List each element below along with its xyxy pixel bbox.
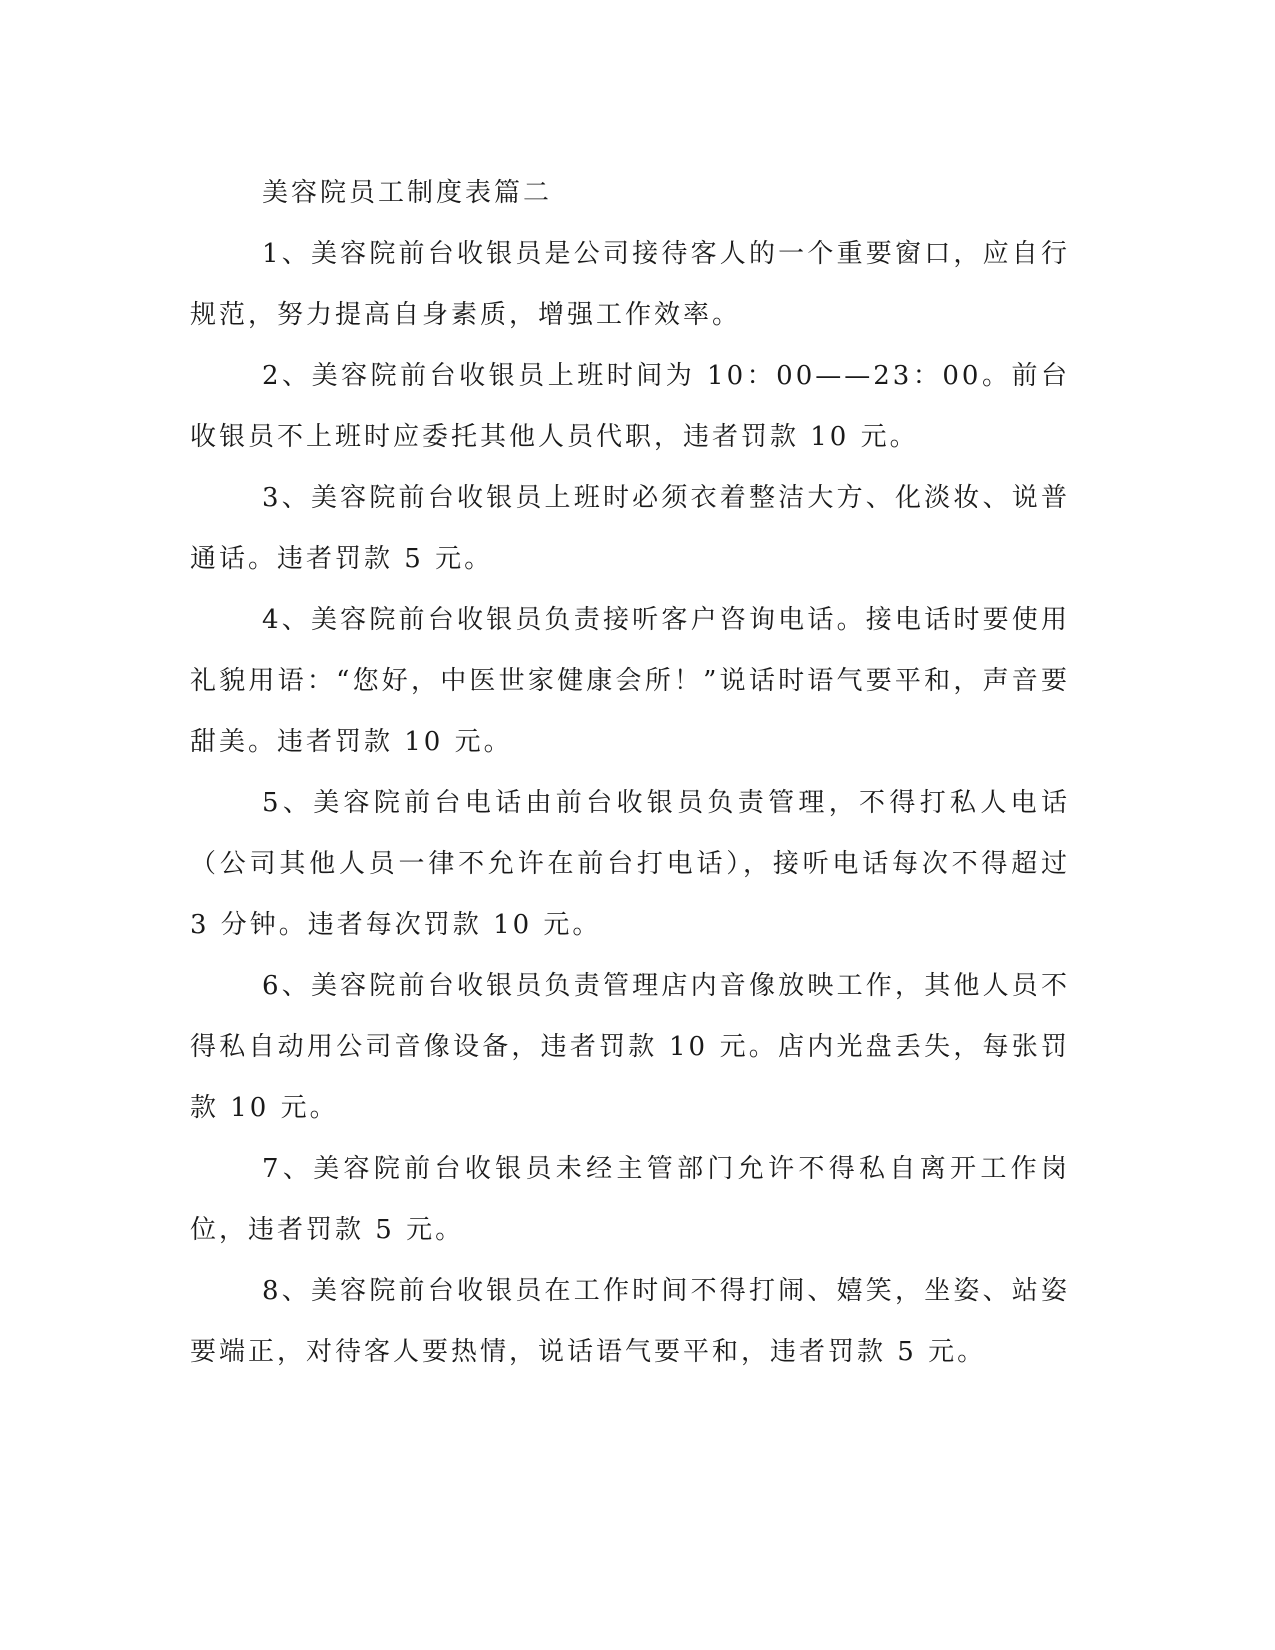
rule-paragraph-6: 6、美容院前台收银员负责管理店内音像放映工作，其他人员不得私自动用公司音像设备，违者罚款 10 元。店内光盘丢失，每张罚款 10 元。: [190, 971, 1070, 1123]
rule-paragraph-4: 4、美容院前台收银员负责接听客户咨询电话。接电话时要使用礼貌用语：“您好，中医世家健康会所！”说话时语气要平和，声音要甜美。违者罚款 10 元。: [190, 605, 1070, 757]
rule-paragraph-3: 3、美容院前台收银员上班时必须衣着整洁大方、化淡妆、说普通话。违者罚款 5 元。: [190, 483, 1070, 574]
document-title: 美容院员工制度表篇二: [262, 178, 553, 208]
rule-paragraph-5: 5、美容院前台电话由前台收银员负责管理，不得打私人电话（公司其他人员一律不允许在前台打电话），接听电话每次不得超过 3 分钟。违者每次罚款 10 元。: [190, 788, 1070, 940]
document-body: [190, 163, 1070, 1383]
rule-paragraph-7: 7、美容院前台收银员未经主管部门允许不得私自离开工作岗位，违者罚款 5 元。: [190, 1154, 1070, 1245]
rule-paragraph-8: 8、美容院前台收银员在工作时间不得打闹、嬉笑，坐姿、站姿要端正，对待客人要热情，说话语气要平和，违者罚款 5 元。: [190, 1276, 1070, 1367]
rule-paragraph-1: 1、美容院前台收银员是公司接待客人的一个重要窗口，应自行规范，努力提高自身素质，增强工作效率。: [190, 239, 1070, 330]
rule-paragraph-2: 2、美容院前台收银员上班时间为 10：00——23：00。前台收银员不上班时应委托其他人员代职，违者罚款 10 元。: [190, 361, 1070, 452]
